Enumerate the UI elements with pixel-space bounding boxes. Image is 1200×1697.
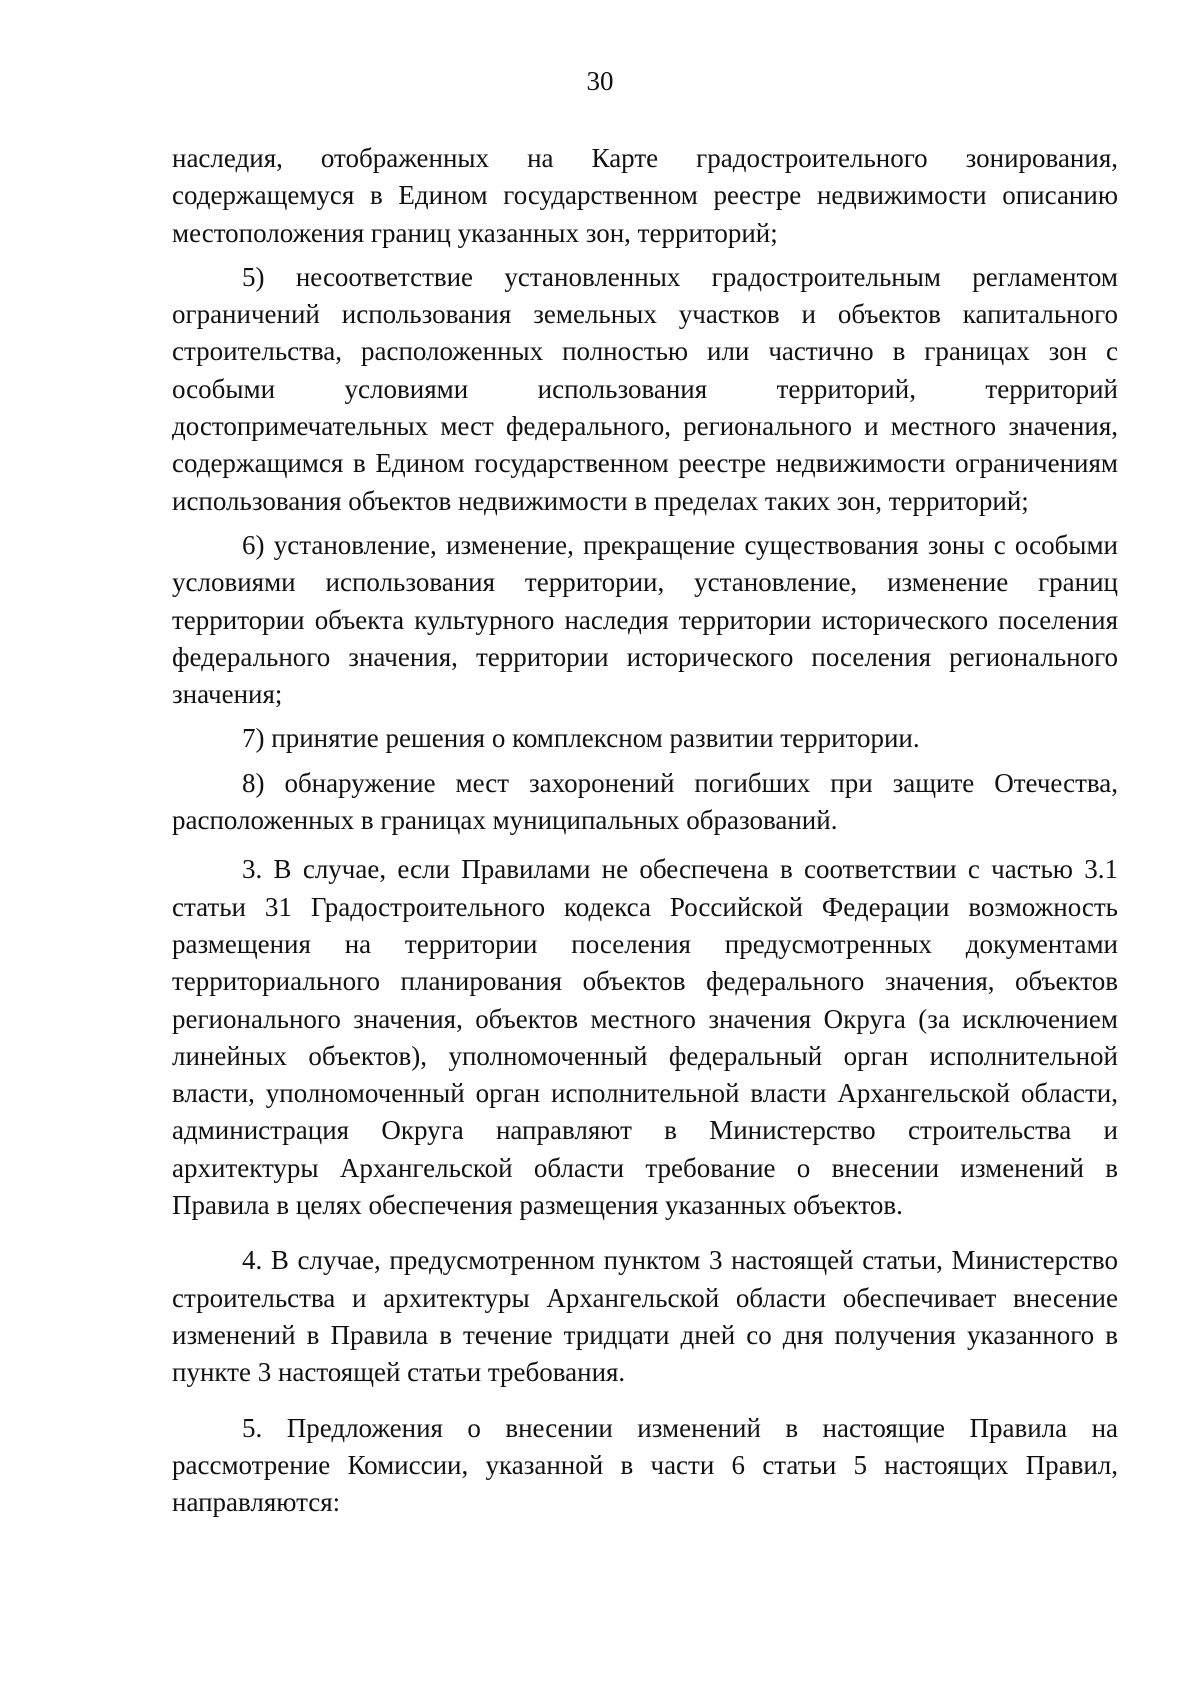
- document-body: [172, 140, 1118, 1521]
- paragraph-continuation: наследия, отображенных на Карте градостроительного зонирования, содержащемуся в Едином государственном реестре недвижимости описанию местоположения границ указанных зон, территорий;: [172, 143, 1118, 248]
- paragraph-section-5: 5. Предложения о внесении изменений в настоящие Правила на рассмотрение Комиссии, указанной в части 6 статьи 5 настоящих Правил, направляются:: [172, 1412, 1118, 1518]
- page-number: 30: [586, 66, 614, 96]
- paragraph-item-6: 6) установление, изменение, прекращение существования зоны с особыми условиями использования территории, установление, изменение границ территории объекта культурного наследия территории исторического поселения федерального значения, территории исторического поселения регионального значения;: [172, 529, 1118, 710]
- paragraph-item-7: 7) принятие решения о комплексном развитии территории.: [242, 723, 920, 754]
- paragraph-item-5: 5) несоответствие установленных градостроительным регламентом ограничений использования земельных участков и объектов капитального строительства, расположенных полностью или частично в границах зон с особыми условиями использования территорий, территорий достопримечательных мест федерального, регионального и местного значения, содержащимся в Едином государственном реестре недвижимости ограничениям использования объектов недвижимости в пределах таких зон, территорий;: [172, 261, 1118, 516]
- paragraph-section-4: 4. В случае, предусмотренном пунктом 3 настоящей статьи, Министерство строительства и архитектуры Архангельской области обеспечивает внесение изменений в Правила в течение тридцати дней со дня получения указанного в пункте 3 настоящей статьи требования.: [172, 1245, 1118, 1388]
- paragraph-item-8: 8) обнаружение мест захоронений погибших при защите Отечества, расположенных в границах муниципальных образований.: [172, 767, 1118, 836]
- paragraph-section-3: 3. В случае, если Правилами не обеспечена в соответствии с частью 3.1 статьи 31 Градостроительного кодекса Российской Федерации возможность размещения на территории поселения предусмотренных документами территориального планирования объектов федерального значения, объектов регионального значения, объектов местного значения Округа (за исключением линейных объектов), уполномоченный федеральный орган исполнительной власти, уполномоченный орган исполнительной власти Архангельской области, администрация Округа направляют в Министерство строительства и архитектуры Архангельской области требование о внесении изменений в Правила в целях обеспечения размещения указанных объектов.: [172, 854, 1118, 1221]
